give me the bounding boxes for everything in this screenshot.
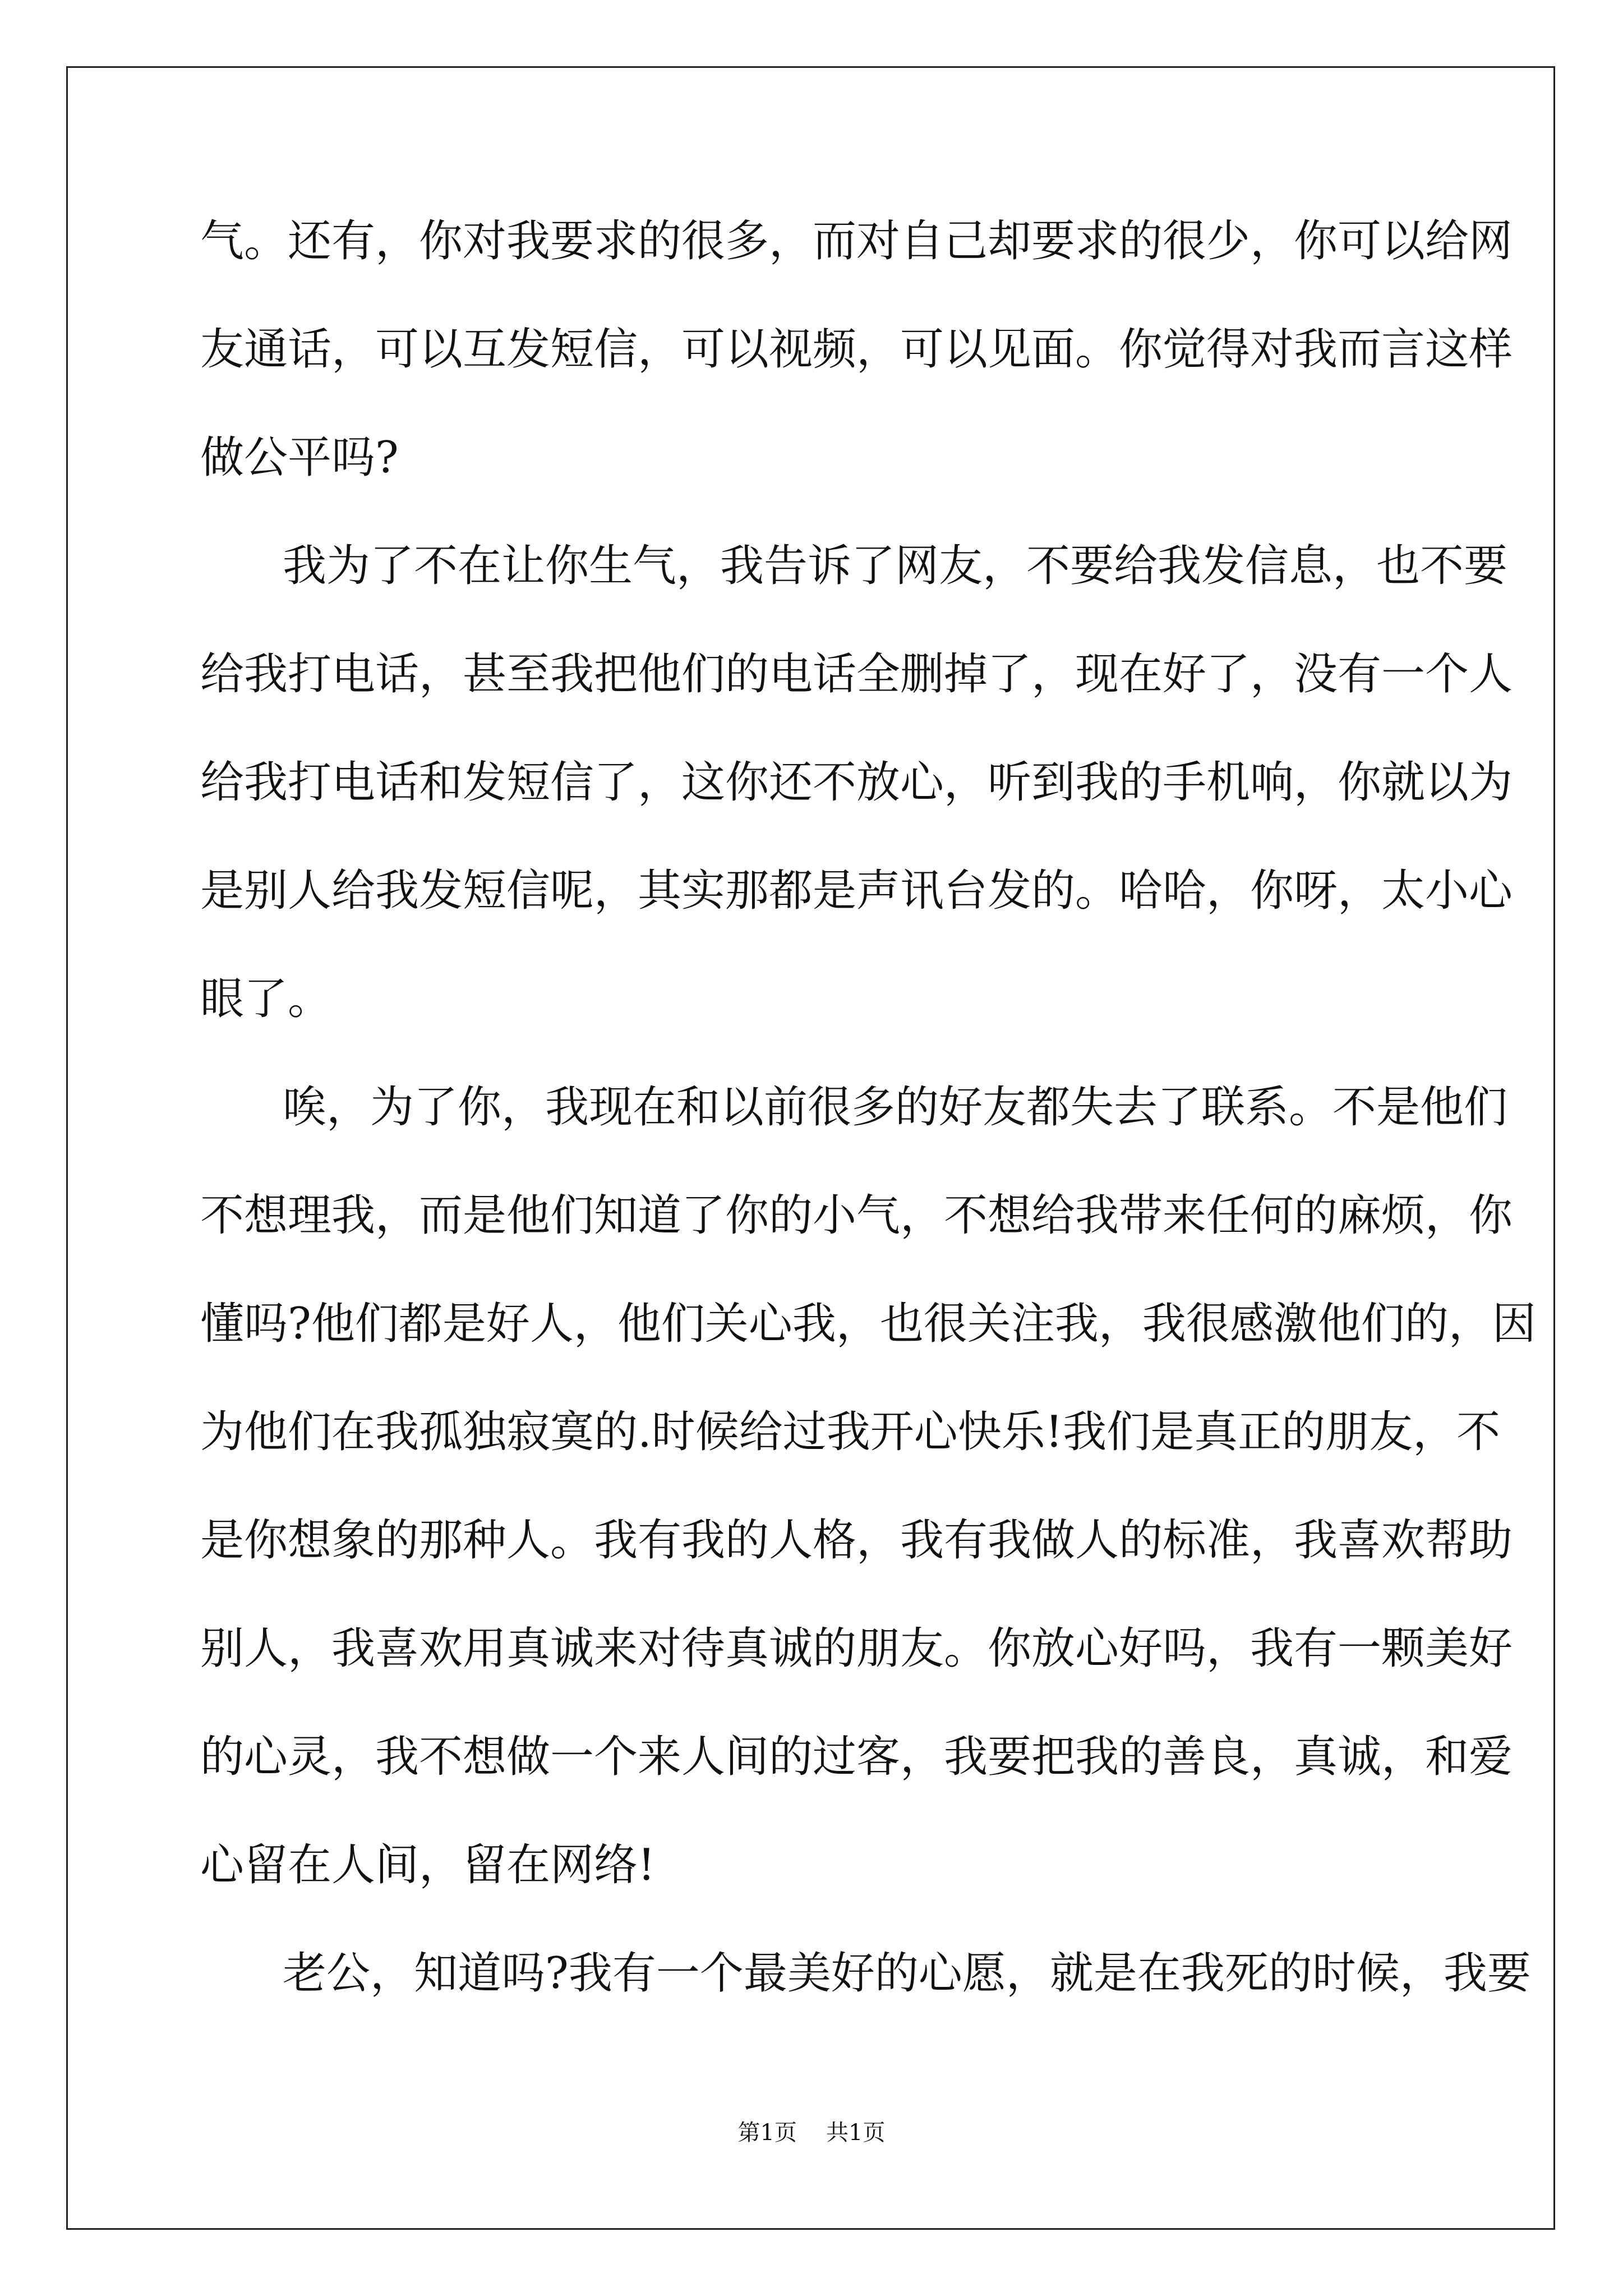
text-line: 做公平吗? <box>200 432 399 483</box>
text-line: 气。还有，你对我要求的很多，而对自己却要求的很少，你可以给网 <box>200 216 1513 266</box>
text-line: 老公，知道吗?我有一个最美好的心愿，就是在我死的时候，我要 <box>283 1948 1531 1999</box>
paragraph <box>200 1940 1531 2048</box>
text-line: 是别人给我发短信呢，其实那都是声讯台发的。哈哈，你呀，太小心 <box>200 866 1513 916</box>
text-line: 为他们在我孤独寂寞的.时候给过我开心快乐!我们是真正的朋友，不 <box>200 1407 1501 1457</box>
page-number: 第1页 <box>737 2120 797 2146</box>
text-line: 的心灵，我不想做一个来人间的过客，我要把我的善良，真诚，和爱 <box>200 1732 1513 1782</box>
document-body <box>200 208 1536 2048</box>
text-line: 唉，为了你，我现在和以前很多的好友都失去了联系。不是他们 <box>283 1082 1508 1133</box>
paragraph <box>200 208 1513 532</box>
paragraph <box>200 1074 1536 1940</box>
text-line: 给我打电话，甚至我把他们的电话全删掉了，现在好了，没有一个人 <box>200 649 1513 700</box>
text-line: 眼了。 <box>200 974 332 1024</box>
text-line: 给我打电话和发短信了，这你还不放心，听到我的手机响，你就以为 <box>200 757 1513 808</box>
page-total: 共1页 <box>826 2120 886 2146</box>
text-line: 心留在人间，留在网络! <box>200 1840 656 1890</box>
text-line: 不想理我，而是他们知道了你的小气，不想给我带来任何的麻烦，你 <box>200 1190 1513 1241</box>
text-line: 我为了不在让你生气，我告诉了网友，不要给我发信息，也不要 <box>283 541 1508 591</box>
text-line: 懂吗?他们都是好人，他们关心我，也很关注我，我很感激他们的，因 <box>200 1299 1536 1349</box>
text-line: 别人，我喜欢用真诚来对待真诚的朋友。你放心好吗，我有一颗美好 <box>200 1623 1513 1674</box>
paragraph <box>200 532 1513 1074</box>
text-line: 是你想象的那种人。我有我的人格，我有我做人的标准，我喜欢帮助 <box>200 1515 1513 1566</box>
text-line: 友通话，可以互发短信，可以视频，可以见面。你觉得对我而言这样 <box>200 324 1513 375</box>
page-footer <box>0 2119 1623 2147</box>
